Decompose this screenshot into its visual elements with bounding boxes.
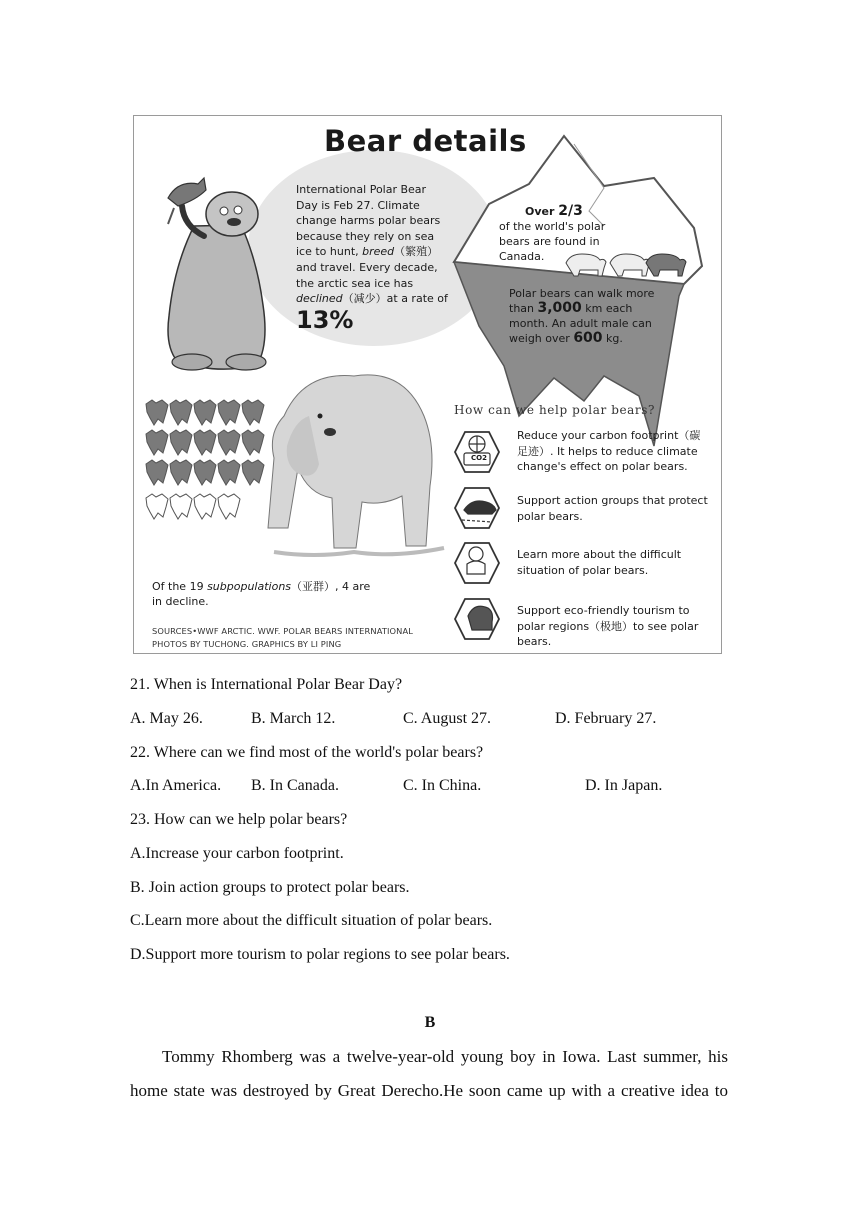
canada-line: of the world's polar: [499, 220, 606, 233]
subpop-text: Of the 19: [152, 580, 208, 593]
question-23: 23. How can we help polar bears?: [130, 811, 348, 828]
question-21: 21. When is International Polar Bear Day?: [130, 676, 403, 693]
q22-option-d: D. In Japan.: [585, 777, 663, 794]
walk-distance: 3,000: [537, 300, 582, 316]
q21-option-d: D. February 27.: [555, 710, 657, 727]
cartoon-bear-illustration: [168, 178, 266, 370]
intro-text: ice to hunt,: [296, 245, 363, 259]
co2-label: CO2: [471, 454, 487, 462]
passage-line-2: home state was destroyed by Great Derecho.He soon came up with a creative idea to: [130, 1081, 728, 1100]
help-item-carbon: [517, 428, 717, 475]
intro-text: （减少）at a rate of: [342, 292, 448, 306]
walk-text: km each: [581, 302, 633, 315]
passage-line-1: Tommy Rhomberg was a twelve-year-old young boy in Iowa. Last summer, his: [162, 1047, 728, 1066]
subpop-term: subpopulations: [207, 580, 292, 593]
polar-bear-day-text: [296, 182, 466, 307]
help-line: Support eco-friendly tourism to: [517, 604, 690, 617]
intro-text: （繁殖）: [394, 245, 439, 259]
intro-line: International Polar Bear: [296, 183, 427, 196]
q21-option-b: B. March 12.: [251, 710, 336, 727]
sources-line: PHOTOS BY TUCHONG. GRAPHICS BY LI PING: [152, 638, 342, 649]
question-22: 22. Where can we find most of the world's polar bears?: [130, 744, 484, 761]
subpopulation-icon-grid: [146, 400, 264, 519]
walk-weight-fact: [509, 286, 659, 346]
intro-line: because they rely on sea: [296, 229, 435, 243]
canada-line: bears are found in: [499, 235, 600, 248]
intro-line: the arctic sea ice has: [296, 276, 414, 290]
intro-line: [296, 291, 466, 307]
q21-option-c: C. August 27.: [403, 710, 492, 727]
walk-text: weigh over: [509, 332, 574, 345]
canada-line: Canada.: [499, 250, 545, 263]
help-line: Learn more about the difficult: [517, 548, 682, 561]
help-line: bears.: [517, 635, 552, 648]
canada-fraction: 2/3: [558, 203, 583, 219]
infographic: [133, 115, 722, 654]
subpop-line: [152, 579, 422, 594]
intro-term: declined: [296, 292, 343, 306]
help-item-tourism: [517, 603, 717, 650]
help-line: 足迹）. It helps to reduce climate: [517, 444, 698, 458]
q23-option-a: A.Increase your carbon footprint.: [130, 845, 344, 862]
learn-book-icon: [455, 543, 499, 583]
intro-line: Day is Feb 27. Climate: [296, 198, 420, 212]
help-line: Support action groups that protect: [517, 494, 708, 507]
help-line: change's effect on polar bears.: [517, 460, 688, 473]
subpopulation-fact: [152, 579, 422, 609]
walk-line: month. An adult male can: [509, 317, 652, 330]
intro-line: [296, 244, 466, 260]
canada-headline: [499, 204, 614, 219]
subpop-text: （亚群）, 4 are: [291, 580, 371, 593]
help-line: polar bears.: [517, 509, 583, 523]
walk-weight: 600: [573, 330, 603, 346]
sources-credit: [152, 625, 432, 650]
walk-text: kg.: [602, 332, 623, 345]
section-heading: B: [424, 1014, 436, 1031]
walk-line: [509, 331, 659, 346]
walk-line: [509, 301, 659, 316]
q21-option-a: A. May 26.: [130, 710, 203, 727]
intro-line: change harms polar bears: [296, 214, 441, 228]
polar-bear-photo: [268, 375, 444, 555]
help-item-learn: [517, 547, 717, 578]
canada-over: Over: [525, 205, 559, 218]
help-line: polar regions（极地）to see polar: [517, 619, 699, 633]
intro-term: breed: [362, 245, 395, 259]
sea-ice-decline-percent: 13%: [296, 306, 354, 334]
help-heading: How can we help polar bears?: [454, 403, 656, 417]
help-item-action-groups: [517, 493, 717, 524]
intro-line: and travel. Every decade,: [296, 260, 438, 274]
help-line: Reduce your carbon footprint（碳: [517, 429, 701, 442]
q22-option-b: B. In Canada.: [251, 777, 339, 794]
q22-option-a: A.In America.: [130, 777, 222, 794]
subpop-line: in decline.: [152, 595, 209, 608]
sources-line: SOURCES•WWF ARCTIC. WWF. POLAR BEARS INTERNATIONAL: [152, 626, 413, 636]
infographic-title: Bear details: [324, 124, 527, 158]
q23-option-d: D.Support more tourism to polar regions to see polar bears.: [130, 946, 510, 963]
q23-option-b: B. Join action groups to protect polar bears.: [130, 879, 410, 896]
q23-option-c: C.Learn more about the difficult situation of polar bears.: [130, 912, 493, 929]
q22-option-c: C. In China.: [403, 777, 482, 794]
help-line: situation of polar bears.: [517, 563, 649, 577]
canada-fact: [499, 204, 614, 264]
walk-line: Polar bears can walk more: [509, 287, 655, 300]
walk-text: than: [509, 302, 538, 315]
